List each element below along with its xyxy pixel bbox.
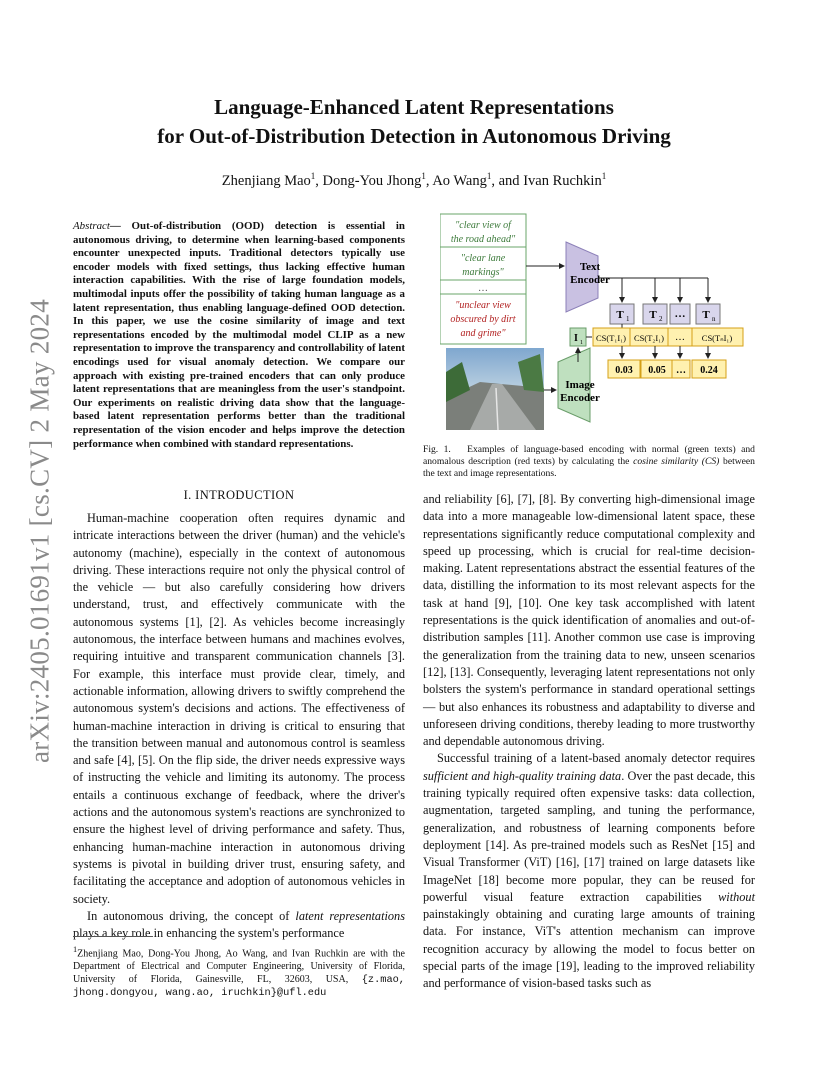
ellipsis-text: …: [478, 283, 488, 294]
author-name: Zhenjiang Mao: [221, 172, 311, 189]
svg-text:T: T: [616, 309, 624, 321]
similarity-value: 0.05: [648, 365, 666, 376]
text-encoder-label: Text: [579, 261, 601, 273]
svg-text:1: 1: [626, 315, 630, 323]
anomalous-text: and grime": [460, 328, 506, 339]
normal-text-1: "clear view of: [455, 220, 511, 231]
normal-text-2: "clear lane: [460, 253, 506, 264]
paper-title: [0, 93, 828, 151]
emphasis: sufficient and high-quality training data: [423, 768, 622, 783]
text-run: painstakingly obtaining and curating large amounts of training data. For instance, ViT's attention mechanism can improve recognition accuracy by allowing the model to focus better on special parts of the image [19], leading to the improved reliability and performance of vision-based tasks such as: [423, 907, 755, 991]
affiliation-mark: 1: [310, 171, 316, 181]
figure-diagram: [440, 212, 756, 434]
arxiv-watermark: [20, 286, 60, 776]
text-run: plays a key role in enhancing the system's performance: [73, 926, 345, 941]
affiliation-mark: 1: [421, 171, 426, 181]
abstract-text: — Out-of-distribution (OOD) detection is essential in autonomous driving, to determine when learning-based components encounter unexpected inputs. Traditional detectors typically use encoder models with fixed settings, thus lacking effective human interaction capabilities. With the rise of large foundation models, multimodal inputs offer the possibility of taking human language as a latent representation, thus enabling language-defined OOD detection. In this paper, we use the cosine similarity of image and text representations encoded by the multimodal model CLIP as a new representation to improve the transparency and controllability of latent encodings used for visual anomaly detection. We compare our approach with existing pre-trained encoders that can only produce latent representations that are meaningless from the user's standpoint. Our experiments on realistic driving data show that the language-based latent representation performs better than the traditional representation of the vision encoder and helps improve the detection performance when combined with standard representations.: [73, 220, 405, 450]
paragraph: and reliability [6], [7], [8]. By converting high-dimensional image data into a more manageable low-dimensional latent space, these representations significantly reduce computational complexity and speed up processing, which is crucial for real-time decision-making. Latent representations abstract the essential features of the data, distilling the information to its most relevant aspects for the task at hand [9], [10]. One key task accomplished with latent representations is the quick identification of anomalies and out-of-distribution samples [11]. Another common use case is improving the generalization from the training data to new, unseen scenarios [12], [13]. Consequently, leveraging latent representations not only bolsters the system's performance in standard operational settings — but also enhances its robustness and adaptability to diverse and unforeseen driving conditions, thereby leading to more trustworthy and dependable autonomous driving.: [423, 492, 755, 749]
footnote-text: Zhenjiang Mao, Dong-You Jhong, Ao Wang, and Ivan Ruchkin are with the Department of Electrical and Computer Engineering, University of Florida, University of Florida, Gainesville, FL, 32603, USA,: [73, 948, 405, 985]
svg-text:CS(TₙI₁): CS(TₙI₁): [701, 333, 733, 343]
author-name: Dong-You Jhong: [322, 172, 422, 189]
footnote-emails: {z.mao, jhong.dongyou, wang.ao, iruchkin}@ufl.edu: [73, 973, 405, 999]
affiliation-mark: 1: [601, 171, 607, 181]
intro-body: [73, 510, 405, 942]
image-encoder-label: Encoder: [560, 392, 600, 404]
anomalous-text: obscured by dirt: [450, 314, 516, 325]
svg-text:…: …: [675, 332, 685, 343]
text-run: In autonomous driving, the concept of: [87, 908, 296, 923]
svg-text:T: T: [702, 309, 710, 321]
text-run: Successful training of a latent-based anomaly detector requires: [437, 751, 755, 766]
abstract: [73, 220, 405, 451]
svg-text:T: T: [649, 309, 657, 321]
image-embedding-box: [570, 328, 586, 346]
caption-emphasis: cosine similarity (CS): [633, 456, 720, 467]
svg-text:n: n: [712, 315, 716, 323]
footnote-divider: [73, 936, 153, 937]
text-encoder-label: Encoder: [570, 274, 610, 286]
title-line-2: for Out-of-Distribution Detection in Autonomous Driving: [157, 124, 671, 148]
text-embedding-row: [610, 304, 720, 324]
similarity-value: 0.24: [700, 365, 718, 376]
normal-text-1: the road ahead": [450, 234, 516, 245]
arxiv-id: arXiv:2405.01691v1 [cs.CV] 2 May 2024: [24, 298, 55, 764]
right-column-body: [423, 491, 755, 993]
similarity-value: 0.03: [615, 365, 633, 376]
affiliation-mark: 1: [486, 171, 492, 181]
footnote-mark: 1: [73, 945, 78, 954]
title-line-1: Language-Enhanced Latent Representations: [214, 95, 614, 119]
image-encoder-label: Image: [565, 379, 595, 391]
svg-text:2: 2: [659, 315, 663, 323]
similarity-value: …: [676, 365, 686, 376]
anomalous-text: "unclear view: [455, 300, 511, 311]
paragraph: [423, 750, 755, 992]
svg-text:…: …: [674, 308, 686, 320]
author-list: Zhenjiang Mao$^1$, Dong-You Jhong$^1$, Ao Wang$^1$, and Ivan Ruchkin$^1$: [221, 171, 607, 189]
section-heading: I. INTRODUCTION: [183, 488, 295, 502]
paragraph: [73, 908, 405, 943]
svg-text:I: I: [574, 333, 578, 344]
figure-1: [440, 212, 756, 434]
text-run: . Over the past decade, this training typically required often expensive tasks: data collection, augmentation, targeted sampling, and tuning the performance, generalization, and robustness of learning components before deployment [14]. As pre-trained models such as ResNet [15] and Visual Transformer (ViT) [16], [17] trained on large datasets like ImageNet [18] become more popular, they can be reused for powerful visual feature extraction capabilities: [423, 768, 755, 904]
svg-text:CS(T₂I₁): CS(T₂I₁): [633, 333, 665, 343]
caption-text: between the text and image representations.: [423, 456, 755, 479]
cosine-similarity-row: [593, 328, 743, 346]
author-name: Ao Wang: [432, 172, 487, 189]
normal-text-2: markings": [462, 267, 504, 278]
text-description-stack: [440, 214, 526, 344]
author-name: Ivan Ruchkin: [523, 172, 602, 189]
footnote: [73, 944, 405, 1000]
driving-scene-image: [446, 348, 544, 430]
paragraph: Human-machine cooperation often requires dynamic and intricate interactions between the driver (human) and the vehicle's autonomy (machine), especially in the context of autonomous driving. These interactions require not only the physical control of the vehicle — but also carefully considering how drivers understand, trust, and effectively communicate with the autonomous systems [1], [2]. As vehicles become increasingly autonomous, the interface between humans and machines evolves, requiring intuitive and transparent communication channels [3]. For example, this interface must provide clear, timely, and actionable information, allowing drivers to swiftly comprehend the autonomous system's decisions and actions. The effectiveness of human-machine interaction in driving is critical to ensuring that the transition between manual and autonomous control is seamless and safe [4], [5]. On the flip side, the driver needs expressive ways of instructing the vehicle and limiting its autonomy. The process entails a continuous exchange of feedback, where the driver's actions and the autonomous system's reactions are synchronized to ensure the highest level of driving performance and safety. Thus, enhancing human-machine interaction in autonomous driving systems is pivotal in building driver trust, ensuring safety, and facilitating the acceptance and adoption of autonomous vehicles in society.: [73, 511, 405, 906]
svg-text:1: 1: [580, 340, 583, 346]
figure-caption: [423, 444, 755, 480]
abstract-label: Abstract: [73, 220, 110, 232]
svg-text:CS(T₁I₁): CS(T₁I₁): [595, 333, 627, 343]
caption-text: Examples of language-based encoding with normal (green texts) and anomalous description (red texts) by calculating the: [423, 444, 755, 467]
caption-label: Fig. 1.: [423, 444, 451, 455]
emphasis: without: [718, 889, 755, 904]
similarity-values: [608, 360, 726, 378]
emphasis: latent representations: [295, 908, 405, 923]
